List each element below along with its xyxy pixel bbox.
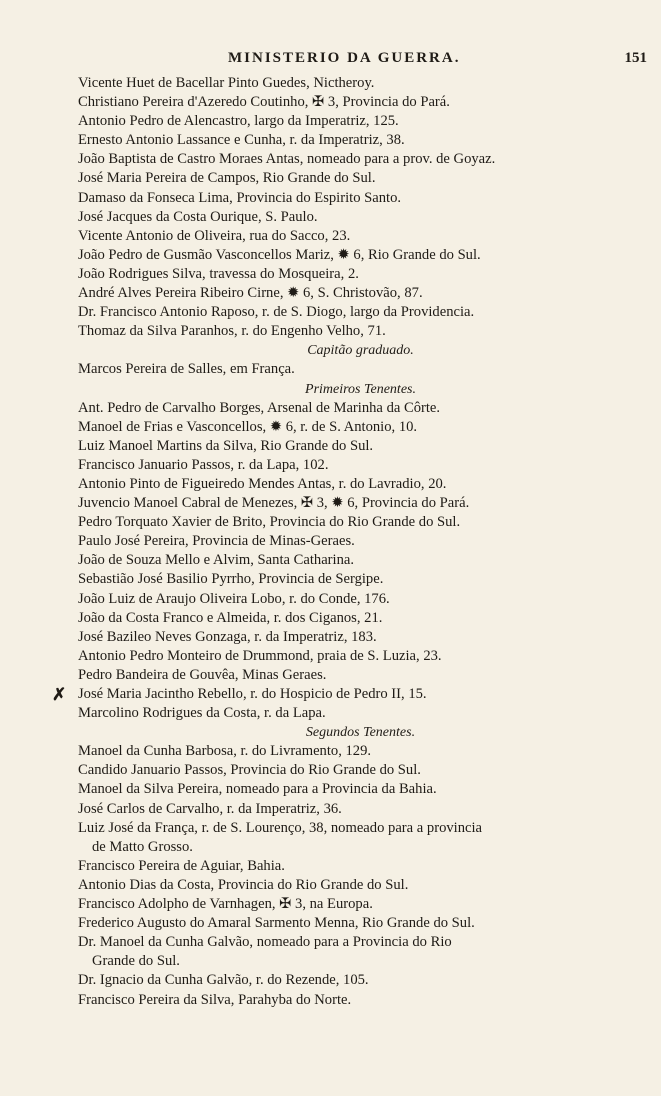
entry-text: Manoel da Cunha Barbosa, r. do Livramento, 129. [78,743,372,760]
officer-entry [0,895,661,914]
entry-text: Antonio Pinto de Figueiredo Mendes Antas, r. do Lavradio, 20. [78,475,447,492]
entry-text: Frederico Augusto do Amaral Sarmento Menna, Rio Grande do Sul. [78,915,475,932]
officer-entry [0,475,661,494]
entry-text: Vicente Antonio de Oliveira, rua do Sacco, 23. [78,227,351,244]
entry-text: André Alves Pereira Ribeiro Cirne, ✹ 6, S. Christovão, 87. [78,285,423,302]
officer-entry [0,666,661,685]
entry-text: João de Souza Mello e Alvim, Santa Catharina. [78,552,355,569]
officer-entry [0,551,661,570]
section-heading [0,723,661,742]
entry-continuation [0,838,661,857]
officer-entry [0,418,661,437]
entry-text: José Jacques da Costa Ourique, S. Paulo. [78,208,318,225]
entry-text: Luiz Manoel Martins da Silva, Rio Grande do Sul. [78,437,374,454]
officer-entry [0,456,661,475]
entry-text: Marcolino Rodrigues da Costa, r. da Lapa. [78,705,326,722]
officer-entry [0,857,661,876]
entry-text: Manoel da Silva Pereira, nomeado para a Provincia da Bahia. [78,781,437,798]
entry-text: Sebastião José Basilio Pyrrho, Provincia de Sergipe. [78,571,384,588]
officer-entry [0,609,661,628]
entry-text: Paulo José Pereira, Provincia de Minas-Geraes. [78,533,355,550]
entry-text: Dr. Manoel da Cunha Galvão, nomeado para a Provincia do Rio [78,934,452,951]
officer-entry [0,227,661,246]
entry-text: João Luiz de Araujo Oliveira Lobo, r. do Conde, 176. [78,590,390,607]
entry-text: João Pedro de Gusmão Vasconcellos Mariz, ✹ 6, Rio Grande do Sul. [78,246,481,263]
officer-entry [0,876,661,895]
entry-text: Luiz José da França, r. de S. Lourenço, 38, nomeado para a provincia [78,819,483,836]
officer-entry [0,112,661,131]
entry-text: Dr. Ignacio da Cunha Galvão, r. do Rezende, 105. [78,972,369,989]
entry-text: João da Costa Franco e Almeida, r. dos Ciganos, 21. [78,609,383,626]
officer-entry [0,647,661,666]
entry-text: Antonio Dias da Costa, Provincia do Rio Grande do Sul. [78,876,409,893]
officer-entry [0,93,661,112]
entry-text: José Maria Jacintho Rebello, r. do Hospicio de Pedro II, 15. [78,686,427,702]
officer-entry [0,914,661,933]
entry-text: Antonio Pedro Monteiro de Drummond, praia de S. Luzia, 23. [78,647,442,664]
entry-text: Francisco Pereira de Aguiar, Bahia. [78,857,285,874]
entry-text: Damaso da Fonseca Lima, Provincia do Espirito Santo. [78,189,402,206]
entry-text: Antonio Pedro de Alencastro, largo da Imperatriz, 125. [78,113,399,130]
officer-entry [0,284,661,303]
entry-text: Grande do Sul. [92,953,180,970]
page-header [0,50,661,74]
running-title: MINISTERIO DA GUERRA. [228,50,461,66]
officer-entry [0,303,661,322]
officer-entry [0,933,661,952]
entry-text: Candido Januario Passos, Provincia do Rio Grande do Sul. [78,762,421,779]
entry-text: Ant. Pedro de Carvalho Borges, Arsenal de Marinha da Côrte. [78,399,441,416]
entry-text: Juvencio Manoel Cabral de Menezes, ✠ 3, ✹ 6, Provincia do Pará. [78,495,470,512]
officer-entry [0,590,661,609]
officer-entry [0,246,661,265]
officer-entry [0,628,661,647]
officer-entry [0,399,661,418]
officer-entry [0,437,661,456]
entry-text: Marcos Pereira de Salles, em França. [78,361,295,378]
entry-continuation [0,952,661,971]
officer-entry [0,800,661,819]
entry-text: Vicente Huet de Bacellar Pinto Guedes, Nictheroy. [78,75,375,91]
entry-text: Manoel de Frias e Vasconcellos, ✹ 6, r. de S. Antonio, 10. [78,418,418,435]
officer-entry [0,150,661,169]
officer-entry [0,704,661,723]
entry-text: Pedro Torquato Xavier de Brito, Provincia do Rio Grande do Sul. [78,514,461,531]
officer-entry [0,685,661,704]
entry-text: Christiano Pereira d'Azeredo Coutinho, ✠ 3, Provincia do Pará. [78,94,450,111]
page-number: 151 [624,50,647,66]
entry-text: Ernesto Antonio Lassance e Cunha, r. da Imperatriz, 38. [78,132,405,149]
officer-entry [0,74,661,93]
heading-text: Segundos Tenentes. [305,725,416,741]
officer-entry [0,532,661,551]
officer-entry [0,131,661,150]
section-heading [0,380,661,399]
entry-text: Thomaz da Silva Paranhos, r. do Engenho Velho, 71. [78,323,386,340]
entry-text: Pedro Bandeira de Gouvêa, Minas Geraes. [78,666,327,683]
section-heading [0,341,661,360]
officer-entry [0,189,661,208]
entry-text: de Matto Grosso. [92,838,193,855]
entry-text: José Maria Pereira de Campos, Rio Grande do Sul. [78,170,376,187]
marginal-mark: ✗ [52,685,67,704]
officer-entry [0,265,661,284]
officer-entry [0,494,661,513]
officer-entry [0,971,661,990]
officer-entry [0,780,661,799]
officer-entry [0,761,661,780]
officer-list [0,74,661,1010]
officer-entry [0,208,661,227]
entry-text: João Baptista de Castro Moraes Antas, nomeado para a prov. de Goyaz. [78,151,496,168]
officer-entry [0,742,661,761]
entry-text: José Bazileo Neves Gonzaga, r. da Imperatriz, 183. [78,628,377,645]
officer-entry [0,169,661,188]
entry-text: Dr. Francisco Antonio Raposo, r. de S. Diogo, largo da Providencia. [78,304,475,321]
entry-text: João Rodrigues Silva, travessa do Mosqueira, 2. [78,265,359,282]
entry-text: Francisco Pereira da Silva, Parahyba do Norte. [78,991,352,1008]
heading-text: Primeiros Tenentes. [305,381,416,397]
officer-entry [0,322,661,341]
officer-entry [0,513,661,532]
officer-entry [0,991,661,1010]
officer-entry [0,819,661,838]
entry-text: José Carlos de Carvalho, r. da Imperatriz, 36. [78,800,342,817]
entry-text: Francisco Januario Passos, r. da Lapa, 102. [78,456,329,473]
entry-text: Francisco Adolpho de Varnhagen, ✠ 3, na Europa. [78,896,373,913]
officer-entry [0,360,661,379]
heading-text: Capitão graduado. [307,343,414,359]
officer-entry [0,570,661,589]
